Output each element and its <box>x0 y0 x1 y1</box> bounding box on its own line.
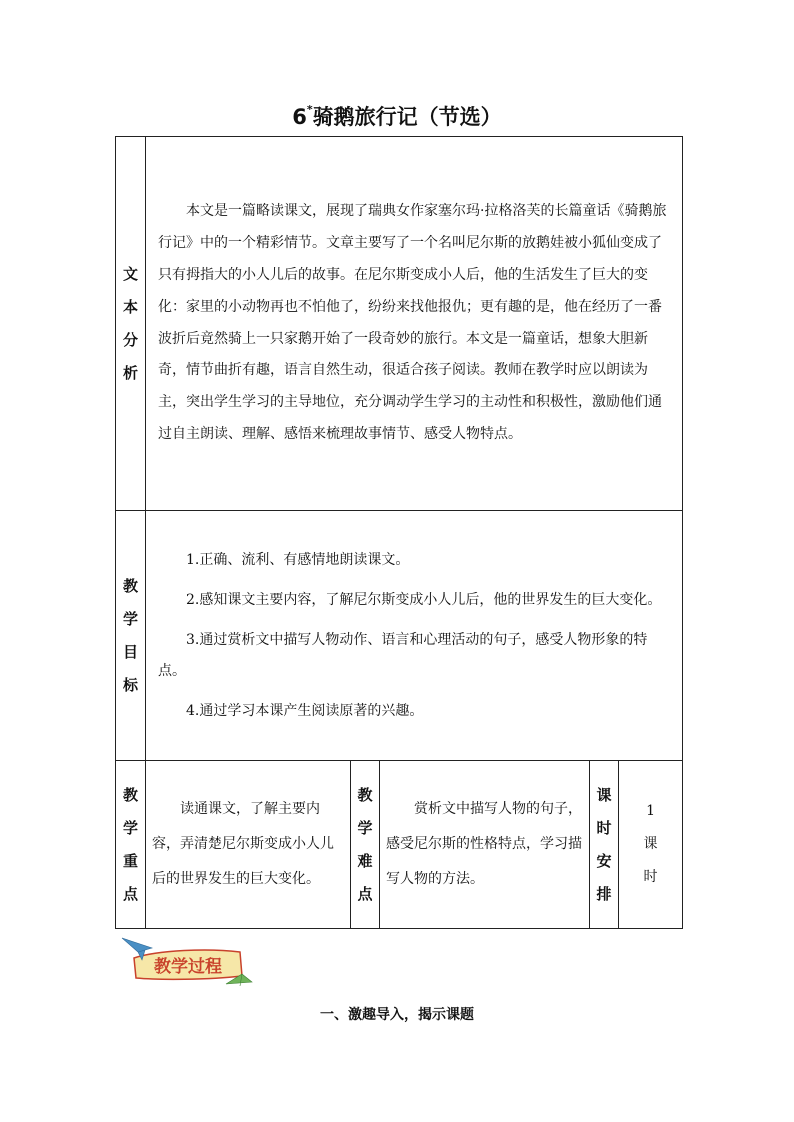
badge-label: 教学过程 <box>154 957 222 977</box>
row-key-points <box>116 761 683 929</box>
key-points-cell <box>146 761 351 929</box>
goal-item: 3.通过赏析文中描写人物动作、语言和心理活动的句子，感受人物形象的特点。 <box>158 631 648 679</box>
difficulties-cell <box>380 761 590 929</box>
goal-item: 2.感知课文主要内容，了解尼尔斯变成小人儿后，他的世界发生的巨大变化。 <box>186 591 662 608</box>
teaching-goals-cell <box>146 511 683 761</box>
lesson-plan-table <box>115 136 683 929</box>
section-heading: 一、激趣导入，揭示课题 <box>320 1007 474 1023</box>
text-analysis-paragraph: 本文是一篇略读课文，展现了瑞典女作家塞尔玛·拉格洛芙的长篇童话《骑鹅旅行记》中的一个精彩情节。文章主要写了一个名叫尼尔斯的放鹅娃被小狐仙变成了只有拇指大的小人儿后的故事。在尼尔斯变成小人后，他的生活发生了巨大的变化：家里的小动物再也不怕他了，纷纷来找他报仇；更有趣的是，他在经历了一番波折后竟然骑上一只家鹅开始了一段奇妙的旅行。本文是一篇童话，想象大胆新奇，情节曲折有趣，语言自然生动，很适合孩子阅读。教师在教学时应以朗读为主，突出学生学习的主导地位，充分调动学生学习的主动性和积极性，激励他们通过自主朗读、理解、感悟来梳理故事情节、感受人物特点。 <box>158 203 667 442</box>
goal-item: 1.正确、流利、有感情地朗读课文。 <box>186 551 410 568</box>
difficulties-text: 赏析文中描写人物的句子，感受尼尔斯的性格特点，学习描写人物的方法。 <box>386 801 582 887</box>
text-analysis-cell <box>146 137 683 511</box>
badge-graphic <box>118 934 258 992</box>
key-points-text: 读通课文，了解主要内容，弄清楚尼尔斯变成小人儿后的世界发生的巨大变化。 <box>152 801 334 887</box>
label-text-analysis: 文 本 分 析 <box>116 137 146 511</box>
label-schedule: 课 时 安 排 <box>590 761 619 929</box>
teaching-process-badge <box>118 934 258 992</box>
goal-item: 4.通过学习本课产生阅读原著的兴趣。 <box>186 702 424 719</box>
label-teaching-goals: 教 学 目 标 <box>116 511 146 761</box>
row-teaching-goals <box>116 511 683 761</box>
label-difficulties: 教 学 难 点 <box>351 761 380 929</box>
row-text-analysis <box>116 137 683 511</box>
schedule-value: 1 课 时 <box>619 761 683 929</box>
page-title: 6*骑鹅旅行记（节选） <box>292 103 502 129</box>
label-key-points: 教 学 重 点 <box>116 761 146 929</box>
